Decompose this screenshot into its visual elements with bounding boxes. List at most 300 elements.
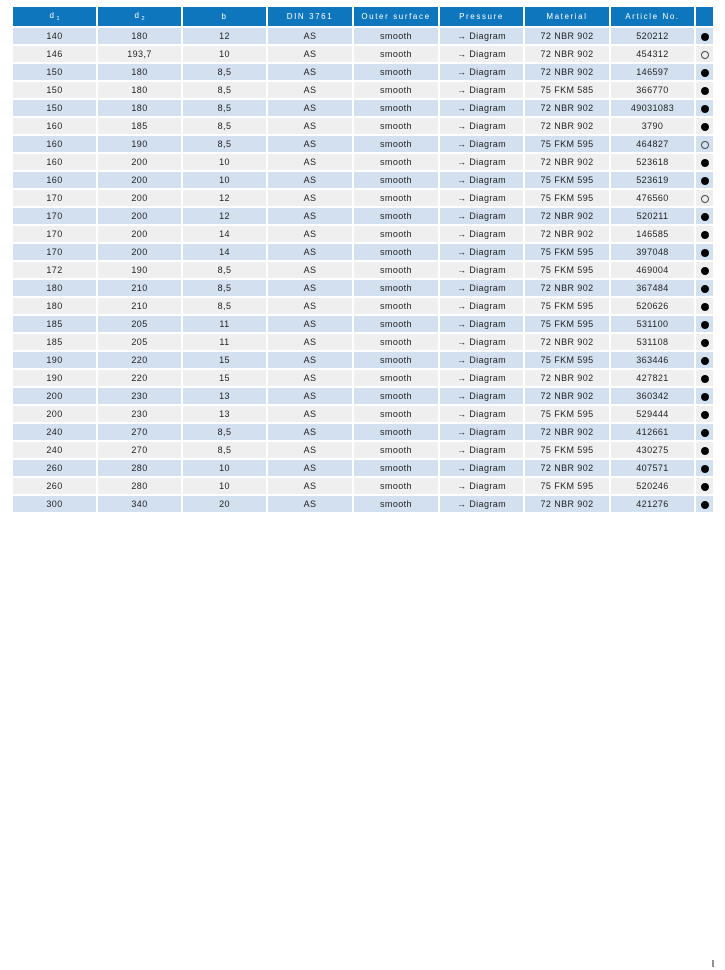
table-row — [13, 64, 713, 80]
availability-filled-circle-icon — [701, 159, 709, 167]
table-row — [13, 154, 713, 170]
table-row — [13, 190, 713, 206]
cell-surface: smooth — [354, 172, 438, 188]
availability-filled-circle-icon — [701, 87, 709, 95]
cell-din: AS — [268, 190, 352, 206]
cell-d2: 185 — [98, 118, 181, 134]
cell-d1: 190 — [13, 352, 96, 368]
cell-article: 523619 — [611, 172, 694, 188]
cell-d1: 146 — [13, 46, 96, 62]
table-row — [13, 172, 713, 188]
availability-filled-circle-icon — [701, 303, 709, 311]
cell-b: 12 — [183, 208, 266, 224]
cell-pressure: → Diagram — [440, 316, 523, 332]
cell-b: 8,5 — [183, 298, 266, 314]
cell-din: AS — [268, 46, 352, 62]
cell-b: 11 — [183, 316, 266, 332]
page-corner-mark — [712, 960, 714, 967]
cell-d1: 190 — [13, 370, 96, 386]
cell-article: 430275 — [611, 442, 694, 458]
cell-dot — [696, 424, 713, 440]
cell-pressure: → Diagram — [440, 82, 523, 98]
cell-pressure: → Diagram — [440, 298, 523, 314]
cell-b: 12 — [183, 28, 266, 44]
availability-filled-circle-icon — [701, 231, 709, 239]
cell-pressure: → Diagram — [440, 28, 523, 44]
availability-filled-circle-icon — [701, 501, 709, 509]
cell-pressure: → Diagram — [440, 334, 523, 350]
cell-b: 13 — [183, 406, 266, 422]
cell-dot — [696, 352, 713, 368]
cell-article: 360342 — [611, 388, 694, 404]
cell-surface: smooth — [354, 370, 438, 386]
cell-pressure: → Diagram — [440, 280, 523, 296]
cell-din: AS — [268, 154, 352, 170]
cell-d2: 200 — [98, 172, 181, 188]
cell-din: AS — [268, 442, 352, 458]
cell-article: 531100 — [611, 316, 694, 332]
table-row — [13, 82, 713, 98]
cell-b: 10 — [183, 460, 266, 476]
column-header-dot — [696, 7, 713, 26]
column-header-d2: $d_2$ — [98, 7, 181, 26]
cell-d1: 160 — [13, 154, 96, 170]
table-row — [13, 442, 713, 458]
cell-b: 8,5 — [183, 82, 266, 98]
table-row — [13, 352, 713, 368]
cell-surface: smooth — [354, 46, 438, 62]
cell-b: 12 — [183, 190, 266, 206]
cell-dot — [696, 28, 713, 44]
cell-article: 412661 — [611, 424, 694, 440]
cell-surface: smooth — [354, 298, 438, 314]
cell-material: 75 FKM 595 — [525, 172, 609, 188]
column-header-subscript: 1 — [56, 16, 60, 22]
table-row — [13, 46, 713, 62]
availability-open-circle-icon — [701, 195, 709, 203]
cell-dot — [696, 64, 713, 80]
availability-filled-circle-icon — [701, 393, 709, 401]
availability-filled-circle-icon — [701, 285, 709, 293]
cell-pressure: → Diagram — [440, 208, 523, 224]
cell-surface: smooth — [354, 100, 438, 116]
cell-dot — [696, 208, 713, 224]
table-row — [13, 28, 713, 44]
cell-dot — [696, 460, 713, 476]
cell-d2: 180 — [98, 82, 181, 98]
cell-surface: smooth — [354, 424, 438, 440]
cell-din: AS — [268, 226, 352, 242]
cell-din: AS — [268, 496, 352, 512]
cell-b: 14 — [183, 226, 266, 242]
cell-article: 531108 — [611, 334, 694, 350]
cell-pressure: → Diagram — [440, 226, 523, 242]
cell-din: AS — [268, 64, 352, 80]
cell-d1: 185 — [13, 316, 96, 332]
cell-article: 520626 — [611, 298, 694, 314]
cell-d2: 190 — [98, 136, 181, 152]
column-header-article: Article No. — [611, 7, 694, 26]
cell-b: 15 — [183, 352, 266, 368]
cell-article: 49031083 — [611, 100, 694, 116]
cell-b: 15 — [183, 370, 266, 386]
cell-surface: smooth — [354, 28, 438, 44]
cell-b: 8,5 — [183, 280, 266, 296]
cell-d2: 200 — [98, 190, 181, 206]
column-header-material: Material — [525, 7, 609, 26]
cell-pressure: → Diagram — [440, 370, 523, 386]
cell-din: AS — [268, 460, 352, 476]
table-row — [13, 460, 713, 476]
cell-d1: 170 — [13, 244, 96, 260]
cell-surface: smooth — [354, 460, 438, 476]
cell-material: 72 NBR 902 — [525, 118, 609, 134]
cell-d1: 200 — [13, 406, 96, 422]
cell-pressure: → Diagram — [440, 496, 523, 512]
cell-dot — [696, 82, 713, 98]
table-row — [13, 424, 713, 440]
cell-d1: 240 — [13, 424, 96, 440]
table-row — [13, 244, 713, 260]
cell-article: 367484 — [611, 280, 694, 296]
cell-d2: 180 — [98, 64, 181, 80]
cell-b: 8,5 — [183, 442, 266, 458]
cell-material: 72 NBR 902 — [525, 496, 609, 512]
cell-article: 476560 — [611, 190, 694, 206]
cell-d2: 200 — [98, 208, 181, 224]
cell-din: AS — [268, 100, 352, 116]
cell-surface: smooth — [354, 154, 438, 170]
availability-filled-circle-icon — [701, 105, 709, 113]
cell-d1: 260 — [13, 478, 96, 494]
cell-b: 11 — [183, 334, 266, 350]
cell-din: AS — [268, 262, 352, 278]
cell-dot — [696, 262, 713, 278]
cell-dot — [696, 370, 713, 386]
cell-d1: 140 — [13, 28, 96, 44]
cell-d2: 180 — [98, 100, 181, 116]
cell-article: 529444 — [611, 406, 694, 422]
availability-filled-circle-icon — [701, 177, 709, 185]
availability-filled-circle-icon — [701, 465, 709, 473]
availability-filled-circle-icon — [701, 123, 709, 131]
cell-din: AS — [268, 82, 352, 98]
table-row — [13, 280, 713, 296]
cell-material: 72 NBR 902 — [525, 460, 609, 476]
cell-d2: 190 — [98, 262, 181, 278]
cell-pressure: → Diagram — [440, 406, 523, 422]
cell-material: 72 NBR 902 — [525, 28, 609, 44]
cell-surface: smooth — [354, 244, 438, 260]
cell-material: 72 NBR 902 — [525, 226, 609, 242]
column-header-d1: $d_1$ — [13, 7, 96, 26]
cell-b: 10 — [183, 154, 266, 170]
cell-d2: 210 — [98, 280, 181, 296]
table-row — [13, 226, 713, 242]
cell-din: AS — [268, 118, 352, 134]
cell-material: 72 NBR 902 — [525, 280, 609, 296]
cell-pressure: → Diagram — [440, 136, 523, 152]
cell-din: AS — [268, 388, 352, 404]
cell-dot — [696, 244, 713, 260]
cell-material: 75 FKM 595 — [525, 316, 609, 332]
cell-material: 75 FKM 585 — [525, 82, 609, 98]
cell-surface: smooth — [354, 82, 438, 98]
table-row — [13, 136, 713, 152]
cell-d2: 280 — [98, 478, 181, 494]
availability-filled-circle-icon — [701, 357, 709, 365]
availability-filled-circle-icon — [701, 69, 709, 77]
cell-dot — [696, 226, 713, 242]
cell-surface: smooth — [354, 262, 438, 278]
table-row — [13, 478, 713, 494]
cell-article: 363446 — [611, 352, 694, 368]
cell-d1: 160 — [13, 136, 96, 152]
cell-article: 464827 — [611, 136, 694, 152]
cell-pressure: → Diagram — [440, 100, 523, 116]
cell-surface: smooth — [354, 406, 438, 422]
availability-open-circle-icon — [701, 141, 709, 149]
cell-dot — [696, 388, 713, 404]
cell-material: 72 NBR 902 — [525, 424, 609, 440]
cell-b: 13 — [183, 388, 266, 404]
cell-article: 421276 — [611, 496, 694, 512]
cell-b: 8,5 — [183, 136, 266, 152]
cell-surface: smooth — [354, 208, 438, 224]
cell-d1: 200 — [13, 388, 96, 404]
cell-material: 75 FKM 595 — [525, 136, 609, 152]
cell-pressure: → Diagram — [440, 478, 523, 494]
cell-article: 520211 — [611, 208, 694, 224]
cell-material: 72 NBR 902 — [525, 334, 609, 350]
cell-dot — [696, 316, 713, 332]
cell-din: AS — [268, 424, 352, 440]
cell-surface: smooth — [354, 190, 438, 206]
cell-pressure: → Diagram — [440, 262, 523, 278]
cell-d1: 185 — [13, 334, 96, 350]
cell-d1: 260 — [13, 460, 96, 476]
availability-filled-circle-icon — [701, 267, 709, 275]
cell-surface: smooth — [354, 334, 438, 350]
cell-surface: smooth — [354, 478, 438, 494]
cell-surface: smooth — [354, 442, 438, 458]
cell-pressure: → Diagram — [440, 154, 523, 170]
cell-material: 72 NBR 902 — [525, 208, 609, 224]
availability-filled-circle-icon — [701, 375, 709, 383]
cell-material: 75 FKM 595 — [525, 478, 609, 494]
table-row — [13, 334, 713, 350]
table-row — [13, 496, 713, 512]
cell-surface: smooth — [354, 388, 438, 404]
cell-din: AS — [268, 352, 352, 368]
cell-dot — [696, 298, 713, 314]
cell-d1: 160 — [13, 118, 96, 134]
table-row — [13, 100, 713, 116]
table-row — [13, 406, 713, 422]
cell-material: 75 FKM 595 — [525, 406, 609, 422]
cell-b: 10 — [183, 172, 266, 188]
cell-d1: 150 — [13, 64, 96, 80]
cell-pressure: → Diagram — [440, 172, 523, 188]
cell-d2: 280 — [98, 460, 181, 476]
cell-d1: 170 — [13, 208, 96, 224]
cell-dot — [696, 172, 713, 188]
cell-d2: 220 — [98, 370, 181, 386]
cell-dot — [696, 100, 713, 116]
cell-surface: smooth — [354, 118, 438, 134]
cell-din: AS — [268, 136, 352, 152]
cell-dot — [696, 136, 713, 152]
cell-dot — [696, 442, 713, 458]
table-row — [13, 370, 713, 386]
cell-din: AS — [268, 208, 352, 224]
cell-d2: 220 — [98, 352, 181, 368]
cell-material: 72 NBR 902 — [525, 154, 609, 170]
cell-pressure: → Diagram — [440, 352, 523, 368]
cell-b: 10 — [183, 46, 266, 62]
table-row — [13, 118, 713, 134]
cell-pressure: → Diagram — [440, 442, 523, 458]
cell-dot — [696, 280, 713, 296]
cell-material: 75 FKM 595 — [525, 352, 609, 368]
cell-material: 75 FKM 595 — [525, 298, 609, 314]
availability-filled-circle-icon — [701, 447, 709, 455]
cell-din: AS — [268, 280, 352, 296]
availability-open-circle-icon — [701, 51, 709, 59]
cell-article: 520246 — [611, 478, 694, 494]
cell-d2: 230 — [98, 406, 181, 422]
cell-d1: 170 — [13, 226, 96, 242]
cell-d1: 172 — [13, 262, 96, 278]
cell-d1: 180 — [13, 298, 96, 314]
column-header-subscript: 2 — [141, 16, 145, 22]
cell-din: AS — [268, 244, 352, 260]
cell-pressure: → Diagram — [440, 424, 523, 440]
cell-din: AS — [268, 370, 352, 386]
cell-dot — [696, 154, 713, 170]
cell-d1: 160 — [13, 172, 96, 188]
cell-d2: 200 — [98, 154, 181, 170]
cell-b: 8,5 — [183, 262, 266, 278]
table-row — [13, 316, 713, 332]
cell-b: 10 — [183, 478, 266, 494]
cell-din: AS — [268, 478, 352, 494]
cell-surface: smooth — [354, 226, 438, 242]
cell-din: AS — [268, 28, 352, 44]
cell-d2: 205 — [98, 334, 181, 350]
cell-din: AS — [268, 334, 352, 350]
cell-article: 523618 — [611, 154, 694, 170]
cell-material: 72 NBR 902 — [525, 370, 609, 386]
cell-material: 72 NBR 902 — [525, 388, 609, 404]
cell-din: AS — [268, 406, 352, 422]
cell-pressure: → Diagram — [440, 190, 523, 206]
cell-d2: 270 — [98, 424, 181, 440]
cell-material: 75 FKM 595 — [525, 190, 609, 206]
cell-d1: 180 — [13, 280, 96, 296]
cell-d2: 230 — [98, 388, 181, 404]
table-row — [13, 208, 713, 224]
cell-material: 72 NBR 902 — [525, 100, 609, 116]
cell-d1: 300 — [13, 496, 96, 512]
cell-surface: smooth — [354, 64, 438, 80]
cell-d1: 240 — [13, 442, 96, 458]
cell-surface: smooth — [354, 352, 438, 368]
cell-d1: 150 — [13, 82, 96, 98]
cell-pressure: → Diagram — [440, 244, 523, 260]
cell-material: 75 FKM 595 — [525, 442, 609, 458]
cell-dot — [696, 478, 713, 494]
cell-b: 8,5 — [183, 100, 266, 116]
cell-dot — [696, 406, 713, 422]
cell-dot — [696, 496, 713, 512]
cell-b: 8,5 — [183, 424, 266, 440]
cell-d2: 270 — [98, 442, 181, 458]
cell-dot — [696, 46, 713, 62]
cell-surface: smooth — [354, 496, 438, 512]
cell-article: 146597 — [611, 64, 694, 80]
table-header — [13, 7, 713, 26]
column-header-b: b — [183, 7, 266, 26]
availability-filled-circle-icon — [701, 213, 709, 221]
cell-surface: smooth — [354, 280, 438, 296]
cell-din: AS — [268, 298, 352, 314]
cell-din: AS — [268, 316, 352, 332]
cell-pressure: → Diagram — [440, 64, 523, 80]
cell-pressure: → Diagram — [440, 46, 523, 62]
cell-material: 72 NBR 902 — [525, 64, 609, 80]
cell-din: AS — [268, 172, 352, 188]
column-header-pressure: Pressure — [440, 7, 523, 26]
cell-b: 20 — [183, 496, 266, 512]
cell-pressure: → Diagram — [440, 388, 523, 404]
cell-b: 8,5 — [183, 118, 266, 134]
cell-dot — [696, 118, 713, 134]
cell-article: 520212 — [611, 28, 694, 44]
cell-d2: 205 — [98, 316, 181, 332]
cell-d2: 200 — [98, 226, 181, 242]
cell-dot — [696, 190, 713, 206]
availability-filled-circle-icon — [701, 411, 709, 419]
cell-material: 75 FKM 595 — [525, 244, 609, 260]
cell-article: 407571 — [611, 460, 694, 476]
table-row — [13, 388, 713, 404]
cell-article: 146585 — [611, 226, 694, 242]
cell-article: 397048 — [611, 244, 694, 260]
column-header-din: DIN 3761 — [268, 7, 352, 26]
cell-d1: 170 — [13, 190, 96, 206]
cell-article: 3790 — [611, 118, 694, 134]
availability-filled-circle-icon — [701, 483, 709, 491]
cell-surface: smooth — [354, 316, 438, 332]
cell-material: 75 FKM 595 — [525, 262, 609, 278]
cell-d1: 150 — [13, 100, 96, 116]
cell-pressure: → Diagram — [440, 460, 523, 476]
availability-filled-circle-icon — [701, 339, 709, 347]
table-row — [13, 262, 713, 278]
column-header-surface: Outer surface — [354, 7, 438, 26]
cell-article: 454312 — [611, 46, 694, 62]
cell-d2: 180 — [98, 28, 181, 44]
cell-article: 366770 — [611, 82, 694, 98]
cell-material: 72 NBR 902 — [525, 46, 609, 62]
table-body — [13, 28, 713, 512]
availability-filled-circle-icon — [701, 321, 709, 329]
table-row — [13, 298, 713, 314]
availability-filled-circle-icon — [701, 249, 709, 257]
cell-article: 427821 — [611, 370, 694, 386]
seal-spec-table — [11, 5, 715, 514]
